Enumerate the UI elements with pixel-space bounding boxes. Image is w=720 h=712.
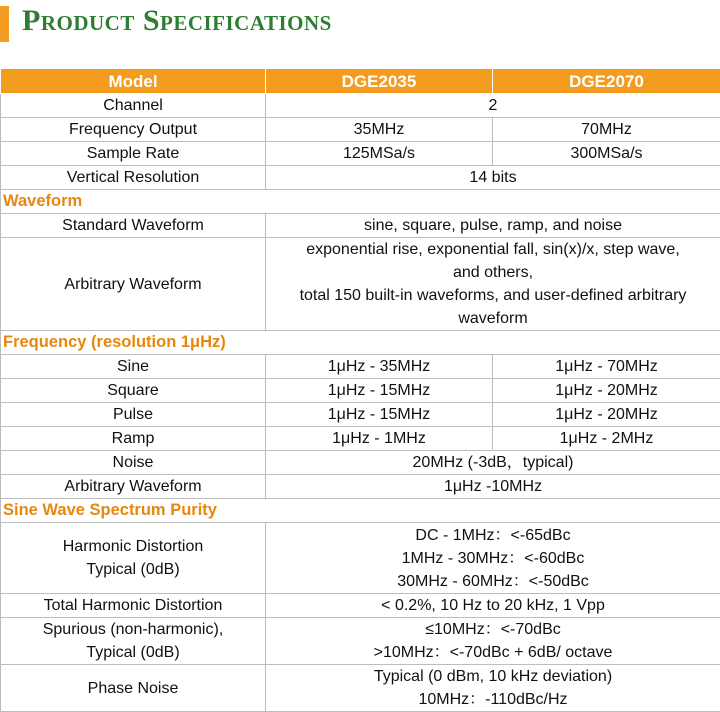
section-row-waveform <box>1 190 720 214</box>
row-label: Arbitrary Waveform <box>1 475 266 499</box>
row-value-dge2035: 1μHz - 35MHz <box>266 355 493 379</box>
spec-table <box>0 68 720 712</box>
table-row <box>1 94 720 118</box>
title-accent-bar <box>0 6 9 42</box>
value-line: total 150 built-in waveforms, and user-defined arbitrary <box>299 287 687 304</box>
row-value-dge2070: 70MHz <box>493 118 720 142</box>
row-value-dge2070: 300MSa/s <box>493 142 720 166</box>
row-value-dge2035: 35MHz <box>266 118 493 142</box>
row-value-multiline <box>266 238 720 331</box>
row-label: Sine <box>1 355 266 379</box>
table-row <box>1 214 720 238</box>
row-value: 1μHz -10MHz <box>266 475 720 499</box>
value-line: DC - 1MHz：<-65dBc <box>415 526 571 544</box>
row-label: Pulse <box>1 403 266 427</box>
table-row <box>1 594 720 618</box>
row-label-multiline <box>1 523 266 594</box>
table-row <box>1 238 720 331</box>
row-value-dge2070: 1μHz - 20MHz <box>493 403 720 427</box>
section-heading: Frequency (resolution 1μHz) <box>1 331 720 355</box>
row-label: Sample Rate <box>1 142 266 166</box>
row-value-dge2070: 1μHz - 2MHz <box>493 427 720 451</box>
row-label: Standard Waveform <box>1 214 266 238</box>
row-value-dge2035: 125MSa/s <box>266 142 493 166</box>
table-row <box>1 427 720 451</box>
value-line: ≤10MHz：<-70dBc <box>425 621 561 638</box>
label-line: Spurious (non-harmonic), <box>42 621 224 638</box>
header-dge2035: DGE2035 <box>266 69 493 94</box>
table-row <box>1 118 720 142</box>
table-row <box>1 403 720 427</box>
row-value: sine, square, pulse, ramp, and noise <box>266 214 720 238</box>
section-heading: Waveform <box>1 190 720 214</box>
row-value-dge2070: 1μHz - 20MHz <box>493 379 720 403</box>
value-line: 1MHz - 30MHz：<-60dBc <box>401 549 585 567</box>
section-heading: Sine Wave Spectrum Purity <box>1 499 720 523</box>
label-line: Typical (0dB) <box>86 561 180 578</box>
section-row-frequency <box>1 331 720 355</box>
header-model: Model <box>1 69 266 94</box>
row-value-dge2035: 1μHz - 1MHz <box>266 427 493 451</box>
row-label: Total Harmonic Distortion <box>1 594 266 618</box>
row-label: Noise <box>1 451 266 475</box>
row-value: 2 <box>266 94 720 118</box>
table-row <box>1 355 720 379</box>
row-label: Frequency Output <box>1 118 266 142</box>
row-value-multiline <box>266 665 720 712</box>
row-value: 20MHz (-3dB，typical) <box>266 451 720 475</box>
value-line: 30MHz - 60MHz：<-50dBc <box>397 572 589 590</box>
row-label: Ramp <box>1 427 266 451</box>
row-label: Square <box>1 379 266 403</box>
row-value: 14 bits <box>266 166 720 190</box>
table-row <box>1 523 720 594</box>
table-row <box>1 142 720 166</box>
row-label: Phase Noise <box>1 665 266 712</box>
value-line: >10MHz：<-70dBc + 6dB/ octave <box>373 644 613 661</box>
section-row-purity <box>1 499 720 523</box>
header-dge2070: DGE2070 <box>493 69 720 94</box>
row-value-dge2035: 1μHz - 15MHz <box>266 403 493 427</box>
value-line: 10MHz：-110dBc/Hz <box>418 691 568 708</box>
table-row <box>1 166 720 190</box>
row-label: Arbitrary Waveform <box>1 238 266 331</box>
row-value-multiline <box>266 618 720 665</box>
table-header-row <box>1 69 720 94</box>
row-value-multiline <box>266 523 720 594</box>
value-line: Typical (0 dBm, 10 kHz deviation) <box>373 668 613 685</box>
row-label: Vertical Resolution <box>1 166 266 190</box>
label-line: Typical (0dB) <box>86 644 180 661</box>
row-label-multiline <box>1 618 266 665</box>
table-row <box>1 379 720 403</box>
table-row <box>1 451 720 475</box>
row-value-dge2070: 1μHz - 70MHz <box>493 355 720 379</box>
row-label: Channel <box>1 94 266 118</box>
value-line: exponential rise, exponential fall, sin(x)/x, step wave, <box>306 241 680 258</box>
row-value-dge2035: 1μHz - 15MHz <box>266 379 493 403</box>
page-title: Product Specifications <box>22 4 332 37</box>
value-line: and others, <box>452 264 534 281</box>
table-row <box>1 665 720 712</box>
row-value: < 0.2%, 10 Hz to 20 kHz, 1 Vpp <box>266 594 720 618</box>
table-row <box>1 618 720 665</box>
table-row <box>1 475 720 499</box>
label-line: Harmonic Distortion <box>62 538 204 555</box>
value-line: waveform <box>458 310 528 327</box>
title-bar <box>0 0 720 48</box>
